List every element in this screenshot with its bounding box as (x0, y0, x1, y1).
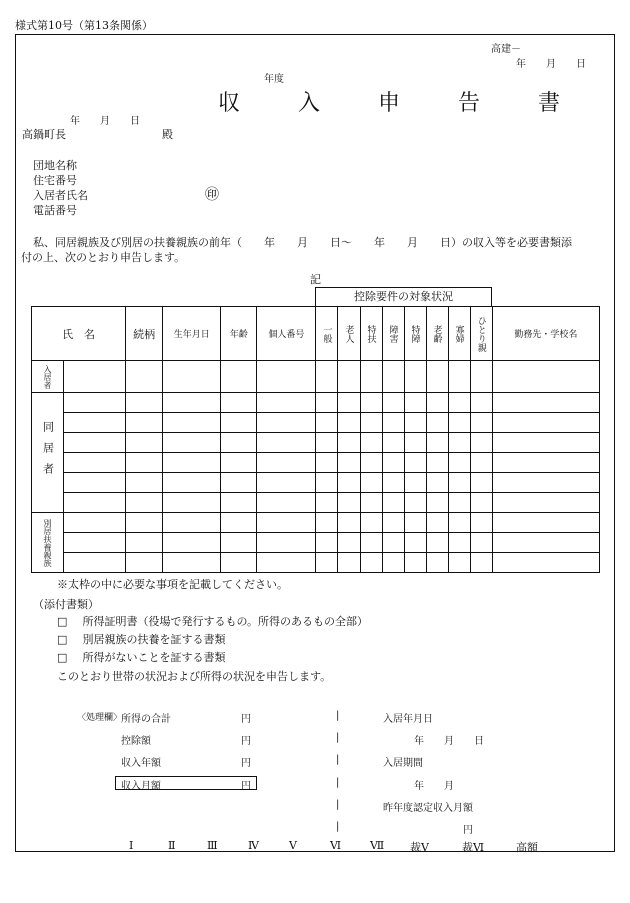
attachment-item (57, 613, 368, 629)
class-label: Ⅱ (168, 839, 176, 852)
column-separator: | (336, 732, 340, 743)
table-row (32, 493, 600, 513)
deduction-label: 控除額 (121, 736, 151, 747)
seal-mark-icon: ㊞ (205, 187, 219, 203)
move-in-date-label: 入居年月日 (383, 714, 433, 725)
column-separator: | (336, 799, 340, 810)
col-workplace: 勤務先・学校名 (492, 307, 599, 361)
class-label: Ⅵ (330, 839, 342, 852)
column-separator: | (336, 710, 340, 721)
class-label: 裁Ⅵ (462, 841, 485, 854)
col-personal-number: 個人番号 (257, 307, 316, 361)
file-number-label: 高建－ (491, 44, 521, 55)
class-label: Ⅳ (248, 839, 259, 852)
submission-date-right: 年 月 日 (516, 59, 586, 70)
total-income-label: 所得の合計 (121, 714, 171, 725)
yen-unit: 円 (241, 781, 251, 792)
previous-income-label: 昨年度認定収入月額 (383, 803, 473, 814)
column-separator: | (336, 777, 340, 788)
residence-period-value: 年 月 (414, 781, 454, 792)
class-label: Ⅲ (207, 839, 218, 852)
statement-line-1: 私、同居親族及び別居の扶養親族の前年（ 年 月 日～ 年 月 日）の収入等を必要書類添 (33, 236, 572, 249)
class-label: Ⅴ (289, 839, 297, 852)
monthly-income-label: 収入月額 (121, 781, 161, 792)
complex-name-label: 団地名称 (33, 159, 77, 172)
col-birthdate: 生年月日 (163, 307, 221, 361)
residence-period-label: 入居期間 (383, 758, 423, 769)
col-single-parent: ひとり親 (475, 315, 486, 352)
table-row (32, 453, 600, 473)
declaration-text: このとおり世帯の状況および所得の状況を申告します。 (57, 670, 332, 683)
processing-label: 〈処理欄〉 (77, 713, 123, 723)
attachment-label: 所得証明書（役場で発行するもの。所得のあるもの全部） (82, 615, 369, 628)
table-row (32, 361, 600, 393)
ki-heading: 記 (310, 273, 321, 286)
col-special-disabled: 特障 (409, 324, 420, 343)
yen-unit: 円 (463, 825, 473, 836)
row-group-cohabitant: 同居者 (41, 421, 55, 484)
checkbox-icon[interactable]: □ (57, 615, 68, 628)
col-disabled: 障害 (387, 324, 398, 343)
submission-date-left: 年 月 日 (70, 116, 140, 127)
honorific-dono: 殿 (162, 128, 173, 141)
col-relation: 続柄 (126, 307, 163, 361)
col-name: 氏 名 (32, 307, 126, 361)
yen-unit: 円 (241, 758, 251, 769)
move-in-date-value: 年 月 日 (414, 736, 484, 747)
yen-unit: 円 (241, 714, 251, 725)
class-label: 裁Ⅴ (410, 841, 429, 854)
bold-frame-note: ※太枠の中に必要な事項を記載してください。 (57, 578, 288, 591)
checkbox-icon[interactable]: □ (57, 633, 68, 646)
tenant-name-label: 入居者氏名 (33, 189, 88, 202)
col-special-dependent: 特扶 (365, 324, 376, 343)
row-group-resident: 入居者 (43, 364, 53, 389)
col-general: 一般 (321, 324, 332, 343)
table-row (32, 393, 600, 413)
yen-unit: 円 (241, 736, 251, 747)
col-age: 年齢 (221, 307, 257, 361)
col-aged: 老齢 (431, 324, 442, 343)
phone-number-label: 電話番号 (33, 204, 77, 217)
class-label: Ⅰ (129, 839, 134, 852)
attachment-item (57, 649, 226, 665)
house-number-label: 住宅番号 (33, 174, 77, 187)
column-separator: | (336, 754, 340, 765)
statement-line-2: 付の上、次のとおり申告します。 (21, 251, 186, 264)
checkbox-icon[interactable]: □ (57, 651, 68, 664)
deduction-group-header: 控除要件の対象状況 (315, 287, 492, 306)
page-title: 収 入 申 告 書 (218, 91, 579, 116)
table-row (32, 473, 600, 493)
column-separator: | (336, 821, 340, 832)
table-row (32, 433, 600, 453)
table-header-row (32, 307, 600, 361)
table-row (32, 553, 600, 573)
fiscal-year-label: 年度 (264, 74, 284, 85)
class-label: 高額 (516, 841, 538, 854)
class-label: Ⅶ (370, 839, 385, 852)
annual-income-label: 収入年額 (121, 758, 161, 769)
table-row (32, 413, 600, 433)
attachment-label: 別居親族の扶養を証する書類 (82, 633, 226, 646)
form-number-label: 様式第10号（第13条関係） (15, 19, 153, 32)
household-table (31, 306, 600, 573)
attachment-item (57, 631, 226, 647)
table-row (32, 513, 600, 533)
addressee: 高鍋町長 (22, 128, 66, 141)
col-widow: 寡婦 (453, 324, 464, 343)
table-row (32, 533, 600, 553)
attachment-label: 所得がないことを証する書類 (82, 651, 226, 664)
row-group-separate: 別居扶養親族 (43, 518, 53, 567)
col-elderly: 老人 (343, 324, 354, 343)
attachments-heading: （添付書類） (33, 598, 99, 611)
